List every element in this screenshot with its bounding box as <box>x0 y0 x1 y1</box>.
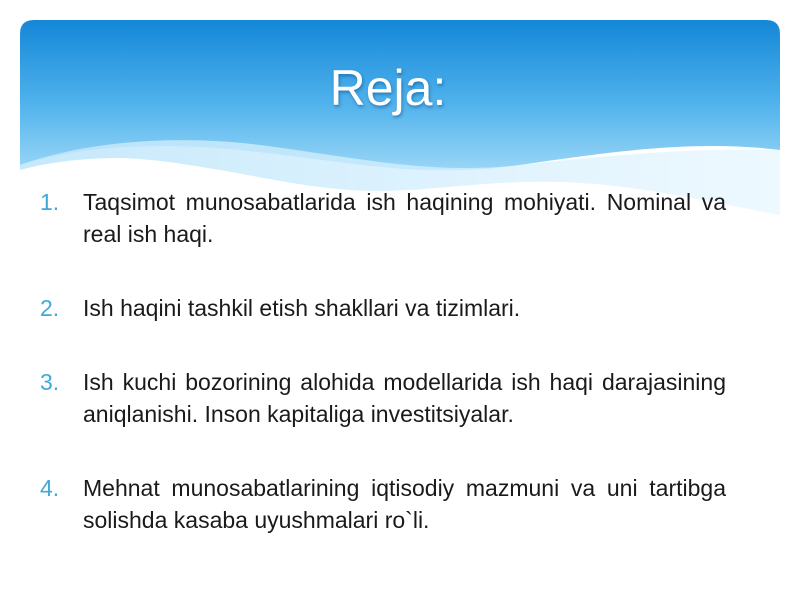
list-item-number: 1. <box>40 189 60 215</box>
list-item <box>40 186 726 250</box>
list-item-number: 4. <box>40 475 60 501</box>
list-item-text: Taqsimot munosabatlarida ish haqining mohiyati. Nominal va real ish haqi. <box>83 189 726 247</box>
list-item-text: Ish haqini tashkil etish shakllari va tizimlari. <box>83 295 521 321</box>
agenda-list <box>40 186 726 578</box>
list-item-number: 2. <box>40 295 60 321</box>
list-item <box>40 472 726 536</box>
list-item <box>40 292 726 324</box>
list-item-text: Ish kuchi bozorining alohida modellarida ish haqi darajasining aniqlanishi. Inson kapitaliga investitsiyalar. <box>83 369 726 427</box>
list-item-number: 3. <box>40 369 60 395</box>
list-item-text: Mehnat munosabatlarining iqtisodiy mazmuni va uni tartibga solishda kasaba uyushmalari ro`li. <box>83 475 726 533</box>
list-item <box>40 366 726 430</box>
slide-title: Reja: <box>329 60 447 116</box>
